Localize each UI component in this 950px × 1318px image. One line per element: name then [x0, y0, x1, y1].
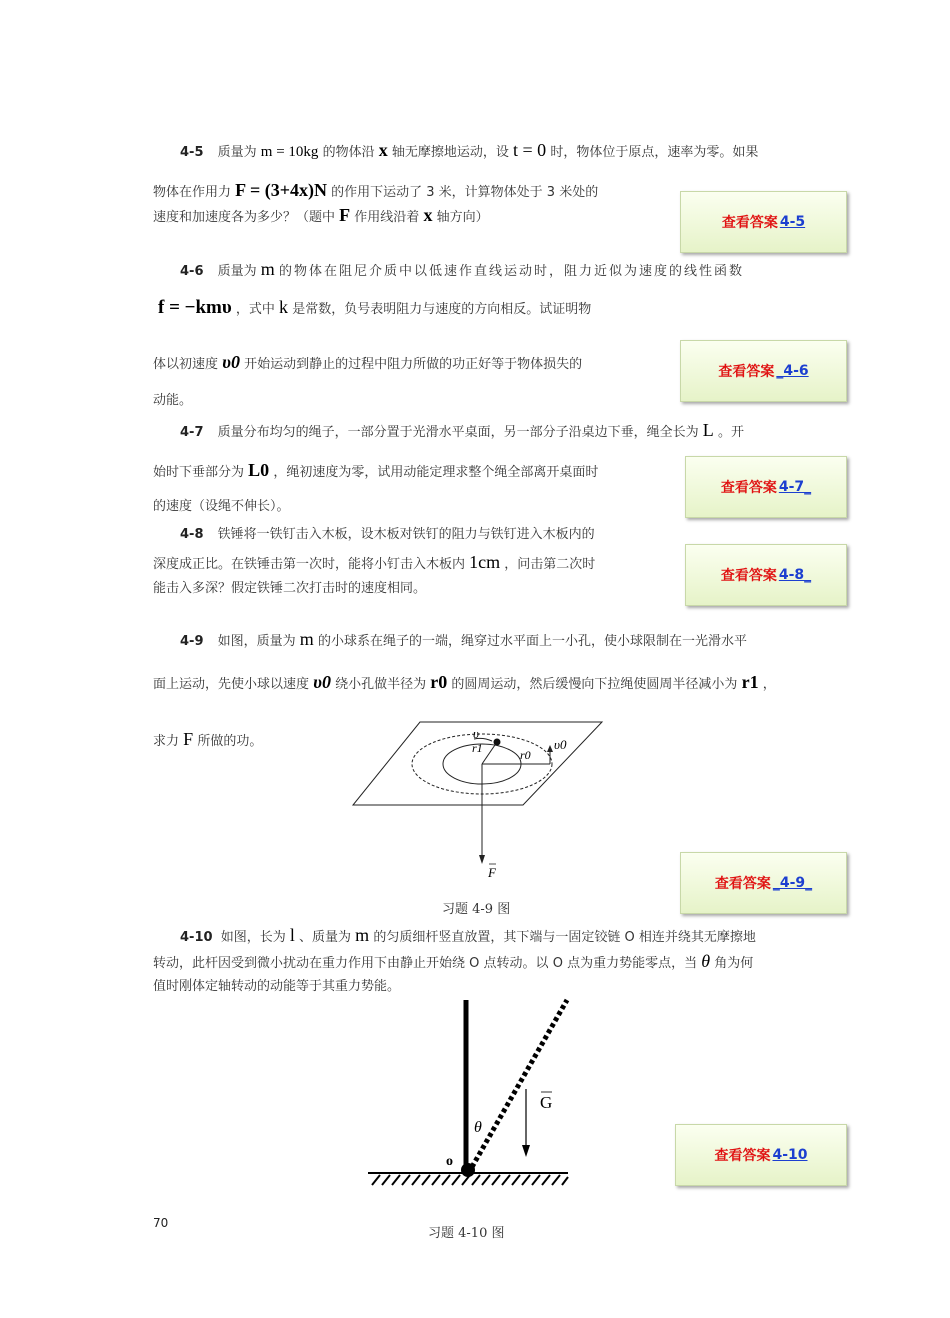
label-r1: r1: [472, 741, 483, 755]
answer-label: 查看答案: [721, 215, 778, 231]
text: 的速度（设绳不伸长）。: [153, 499, 290, 514]
text: 速度和加速度各为多少？（题中: [153, 210, 336, 225]
label-G: G: [540, 1093, 553, 1112]
text: 的物体在阻尼介质中以低速作直线运动时，阻力近似为速度的线性函数: [278, 264, 744, 279]
text: 转动，此杆因受到微小扰动在重力作用下由静止开始绕: [153, 956, 466, 971]
figure-4-9: [340, 712, 610, 892]
math-r0: r0: [430, 672, 448, 692]
text: 体以初速度: [153, 357, 219, 372]
label-F: F: [488, 865, 496, 880]
text: 。开: [717, 425, 744, 440]
label-upsilon: υ: [473, 726, 479, 741]
text: ，问击第二次时: [504, 557, 596, 572]
text: 的小球系在绳子的一端，绳穿过水平面上一小孔，使小球限制在一光滑水平: [317, 634, 747, 649]
ground-hatch: [372, 1175, 568, 1185]
text: 是常数，负号表明阻力与速度的方向相反。试证明物: [292, 302, 592, 317]
answer-label: 查看答案: [720, 480, 777, 496]
text: 物体在作用力: [153, 185, 232, 200]
text: 动能。: [153, 393, 193, 408]
text: 的圆周运动，然后缓慢向下拉绳使圆周半径减小为: [451, 677, 738, 692]
text: 、质量为: [299, 930, 352, 945]
view-answer-4-5-button[interactable]: [680, 191, 847, 253]
text: 点为重力势能零点，当: [567, 956, 698, 971]
text: 如图，长为: [220, 930, 286, 945]
view-answer-4-10-button[interactable]: [675, 1124, 847, 1186]
math-F: F: [339, 205, 351, 225]
problem-number: 4-10: [180, 930, 213, 945]
text: ，: [762, 677, 776, 692]
problem-4-5-line-1: [180, 141, 758, 162]
answer-label: 查看答案: [718, 364, 775, 380]
problem-4-5-line-2: [153, 181, 598, 202]
problem-4-6-line-2: [158, 298, 591, 319]
text: 铁锤将一铁钉击入木板，设木板对铁钉的阻力与铁钉进入木板内的: [217, 527, 595, 542]
gravity-arrow-head: [522, 1145, 530, 1157]
problem-4-9-line-3: [153, 730, 262, 751]
problem-4-8-line-1: [180, 526, 595, 544]
problem-4-6-line-3: [153, 353, 582, 374]
text: 绕小孔做半径为: [335, 677, 427, 692]
view-answer-4-7-button[interactable]: [685, 456, 847, 518]
text: ，式中: [235, 302, 275, 317]
math-mass: m = 10kg: [260, 144, 319, 160]
problem-4-8-line-2: [153, 553, 595, 574]
problem-number: 4-9: [180, 634, 204, 649]
math-t0: t = 0: [513, 140, 547, 160]
text: 质量为: [217, 264, 257, 279]
math-force: F = (3+4x)N: [235, 180, 327, 200]
figure-4-10-caption: 习题 4-10 图: [428, 1226, 505, 1241]
problem-4-10-line-1: [180, 926, 756, 947]
view-answer-4-9-button[interactable]: [680, 852, 847, 914]
math-l: l: [289, 925, 295, 945]
page-number: 70: [153, 1216, 169, 1230]
problem-number: 4-7: [180, 425, 204, 440]
text: 值时刚体定轴转动的动能等于其重力势能。: [153, 979, 401, 994]
problem-number: 4-5: [180, 145, 204, 160]
label-theta: θ: [474, 1119, 482, 1136]
figure-4-10: [360, 995, 580, 1195]
text: 深度成正比。在铁锤击第一次时，能将小钉击入木板内: [153, 557, 466, 572]
radius-r1: [482, 742, 497, 764]
text: 的物体沿: [322, 145, 375, 160]
math-x: x: [378, 140, 388, 160]
text: 作用线沿着: [354, 210, 420, 225]
answer-link[interactable]: 4-8_: [778, 567, 812, 583]
force-arrow-head: [479, 855, 485, 864]
text: 相连并绕其无摩擦地: [638, 930, 756, 945]
problem-4-7-line-1: [180, 421, 744, 442]
text: 求力: [153, 734, 180, 749]
answer-link[interactable]: _4-6: [776, 363, 809, 379]
problem-number: 4-6: [180, 264, 204, 279]
math-theta: θ: [701, 951, 711, 971]
problem-4-8-line-3: [153, 580, 426, 598]
problem-4-5-line-3: [153, 206, 489, 227]
math-v0: υ0: [313, 672, 331, 692]
problem-4-9-line-2: [153, 673, 776, 694]
text: 面上运动，先使小球以速度: [153, 677, 310, 692]
rod-tilted-dashed: [472, 1000, 567, 1167]
text: ，绳初速度为零，试用动能定理求整个绳全部离开桌面时: [273, 465, 599, 480]
problem-4-7-line-2: [153, 461, 598, 482]
problem-4-7-line-3: [153, 498, 290, 516]
math-r1: r1: [741, 672, 759, 692]
math-L: L: [702, 420, 714, 440]
text: 能击入多深？假定铁锤二次打击时的速度相同。: [153, 581, 427, 596]
answer-label: 查看答案: [714, 1148, 771, 1164]
text: 的匀质细杆竖直放置，其下端与一固定铰链: [373, 930, 621, 945]
math-O: O: [469, 956, 480, 971]
problem-4-10-line-3: [153, 978, 400, 996]
problem-number: 4-8: [180, 527, 204, 542]
math-cm: 1cm: [469, 552, 501, 572]
math-O: O: [624, 930, 635, 945]
problem-4-10-line-2: [153, 952, 753, 973]
ball: [494, 739, 501, 746]
problem-4-6-line-4: [153, 392, 192, 410]
hinge: [461, 1163, 475, 1177]
text: 始时下垂部分为: [153, 465, 245, 480]
figure-4-9-caption: 习题 4-9 图: [442, 902, 511, 917]
view-answer-4-8-button[interactable]: [685, 544, 847, 606]
text: 开始运动到静止的过程中阻力所做的功正好等于物体损失的: [244, 357, 583, 372]
view-answer-4-6-button[interactable]: [680, 340, 847, 402]
answer-label: 查看答案: [720, 568, 777, 584]
text: 轴方向）: [436, 210, 489, 225]
text: 质量为: [217, 145, 257, 160]
text: 所做的功。: [197, 734, 263, 749]
label-o: o: [446, 1154, 453, 1169]
answer-link[interactable]: 4-10: [772, 1147, 808, 1163]
math-k: k: [279, 297, 289, 317]
text: 如图，质量为: [217, 634, 296, 649]
answer-label: 查看答案: [714, 876, 771, 892]
math-m: m: [260, 259, 275, 279]
problem-4-9-line-1: [180, 630, 747, 651]
label-r0: r0: [520, 748, 531, 762]
math-v0: υ0: [222, 352, 240, 372]
math-x: x: [423, 205, 433, 225]
text: 点转动。以: [483, 956, 549, 971]
text: 时，物体位于原点，速率为零。如果: [550, 145, 759, 160]
velocity-arrow-v0-head: [547, 745, 553, 752]
text: 轴无摩擦地运动，设: [391, 145, 509, 160]
label-v0: υ0: [554, 737, 567, 752]
text: 质量分布均匀的绳子，一部分置于光滑水平桌面，另一部分子沿桌边下垂，绳全长为: [217, 425, 699, 440]
answer-link[interactable]: 4-5: [779, 214, 806, 230]
answer-link[interactable]: _4-9_: [772, 875, 813, 891]
problem-4-6-line-1: [180, 260, 744, 281]
math-m: m: [299, 629, 314, 649]
math-L0: L0: [248, 460, 270, 480]
math-F-vector: F: [183, 729, 194, 749]
math-formula: f = −kmυ: [158, 297, 232, 318]
answer-link[interactable]: 4-7_: [778, 479, 812, 495]
text: 的作用下运动了 3 米，计算物体处于 3 米处的: [331, 185, 599, 200]
text: 角为何: [714, 956, 754, 971]
math-O: O: [552, 956, 563, 971]
math-m: m: [355, 925, 370, 945]
